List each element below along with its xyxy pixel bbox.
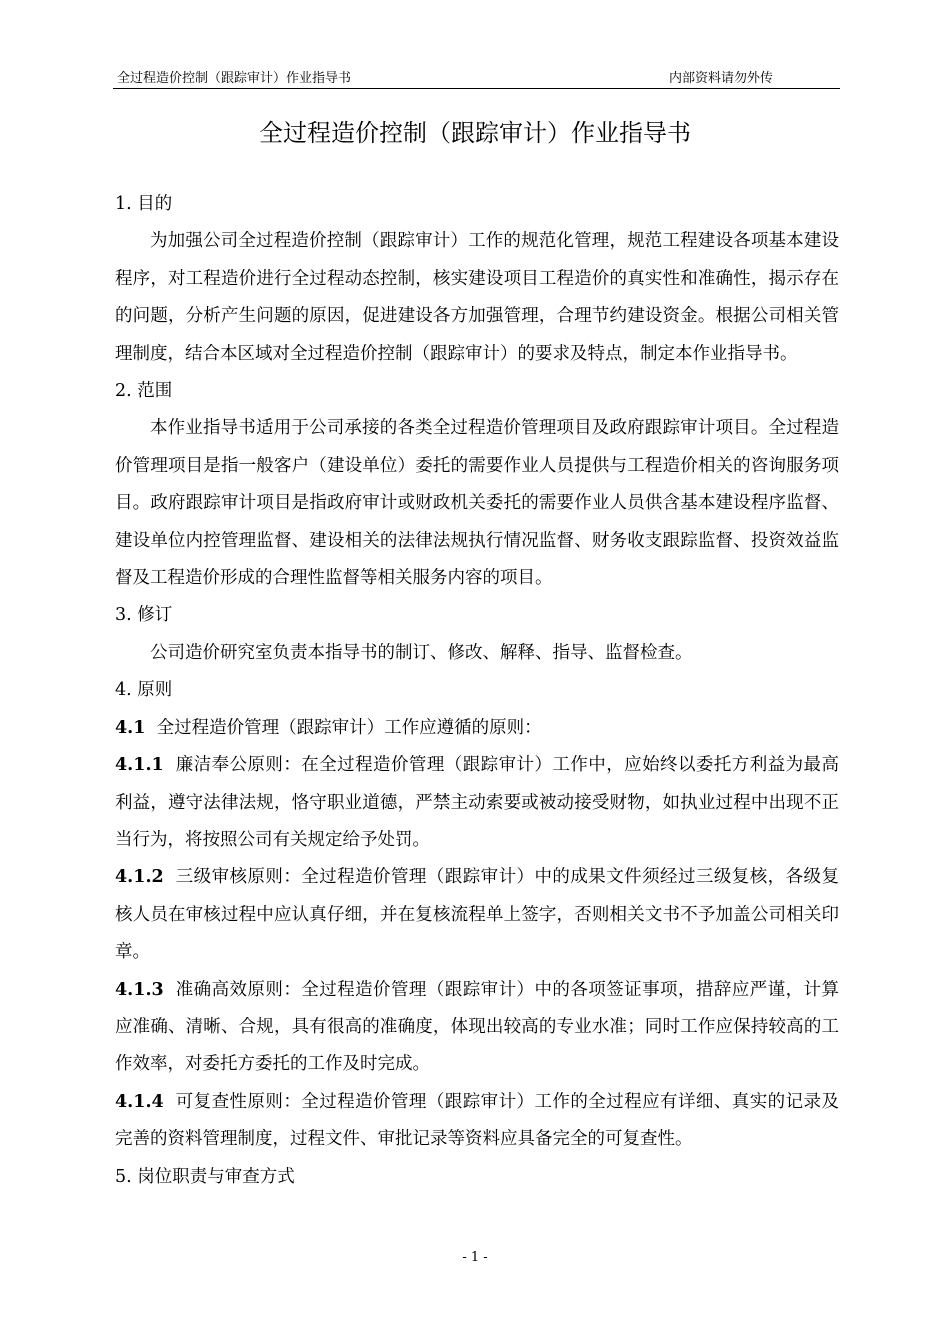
clause-text: 准确高效原则：全过程造价管理（跟踪审计）中的各项签证事项，措辞应严谨，计算应准确、清晰、合规，具有很高的准确度，体现出较高的专业水准；同时工作应保持较高的工作效率，对委托方委托的工作及时完成。 [115, 979, 839, 1075]
clause-number: 4.1.2 [115, 867, 164, 888]
section-2-paragraph: 本作业指导书适用于公司承接的各类全过程造价管理项目及政府跟踪审计项目。全过程造价管理项目是指一般客户（建设单位）委托的需要作业人员提供与工程造价相关的咨询服务项目。政府跟踪审计项目是指政府审计或财政机关委托的需要作业人员供含基本建设程序监督、建设单位内控管理监督、建设相关的法律法规执行情况监督、财务收支跟踪监督、投资效益监督及工程造价形成的合理性监督等相关服务内容的项目。 [115, 418, 839, 589]
section-4-heading: 4. 原则 [115, 680, 173, 701]
document-body [115, 186, 839, 1196]
section-1-heading: 1. 目的 [115, 194, 173, 214]
clause-4-1-3 [115, 972, 839, 1084]
section-3-paragraph: 公司造价研究室负责本指导书的制订、修改、解释、指导、监督检查。 [150, 642, 693, 663]
header-divider [113, 88, 840, 89]
clause-4-1-4 [115, 1084, 839, 1159]
clause-number: 4.1 [115, 717, 146, 738]
clause-text: 全过程造价管理（跟踪审计）工作应遵循的原则： [156, 717, 542, 738]
clause-number: 4.1.4 [115, 1091, 164, 1112]
clause-4-1-2 [115, 859, 839, 971]
clause-text: 三级审核原则：全过程造价管理（跟踪审计）中的成果文件须经过三级复核，各级复核人员在审核过程中应认真仔细，并在复核流程单上签字，否则相关文书不予加盖公司相关印章。 [115, 867, 839, 963]
document-title: 全过程造价控制（跟踪审计）作业指导书 [259, 119, 691, 147]
header-left-text: 全过程造价控制（跟踪审计）作业指导书 [117, 71, 352, 86]
clause-4-1-1 [115, 747, 839, 859]
section-1-paragraph: 为加强公司全过程造价控制（跟踪审计）工作的规范化管理，规范工程建设各项基本建设程序，对工程造价进行全过程动态控制，核实建设项目工程造价的真实性和准确性，揭示存在的问题，分析产生问题的原因，促进建设各方加强管理，合理节约建设资金。根据公司相关管理制度，结合本区域对全过程造价控制（跟踪审计）的要求及特点，制定本作业指导书。 [115, 231, 839, 364]
section-3-heading: 3. 修订 [115, 605, 173, 626]
page-number: - 1 - [462, 1250, 488, 1265]
clause-4-1 [115, 710, 839, 747]
clause-text: 廉洁奉公原则：在全过程造价管理（跟踪审计）工作中，应始终以委托方利益为最高利益，遵守法律法规，恪守职业道德，严禁主动索要或被动接受财物，如执业过程中出现不正当行为，将按照公司有关规定给予处罚。 [115, 755, 839, 850]
clause-number: 4.1.1 [115, 755, 164, 776]
page-header [113, 70, 839, 88]
clause-text: 可复查性原则：全过程造价管理（跟踪审计）工作的全过程应有详细、真实的记录及完善的资料管理制度，过程文件、审批记录等资料应具备完全的可复查性。 [115, 1091, 839, 1150]
clause-number: 4.1.3 [115, 979, 164, 1000]
section-5-heading: 5. 岗位职责与审查方式 [115, 1166, 295, 1187]
section-2-heading: 2. 范围 [115, 381, 173, 402]
header-right-text: 内部资料请勿外传 [668, 71, 773, 86]
